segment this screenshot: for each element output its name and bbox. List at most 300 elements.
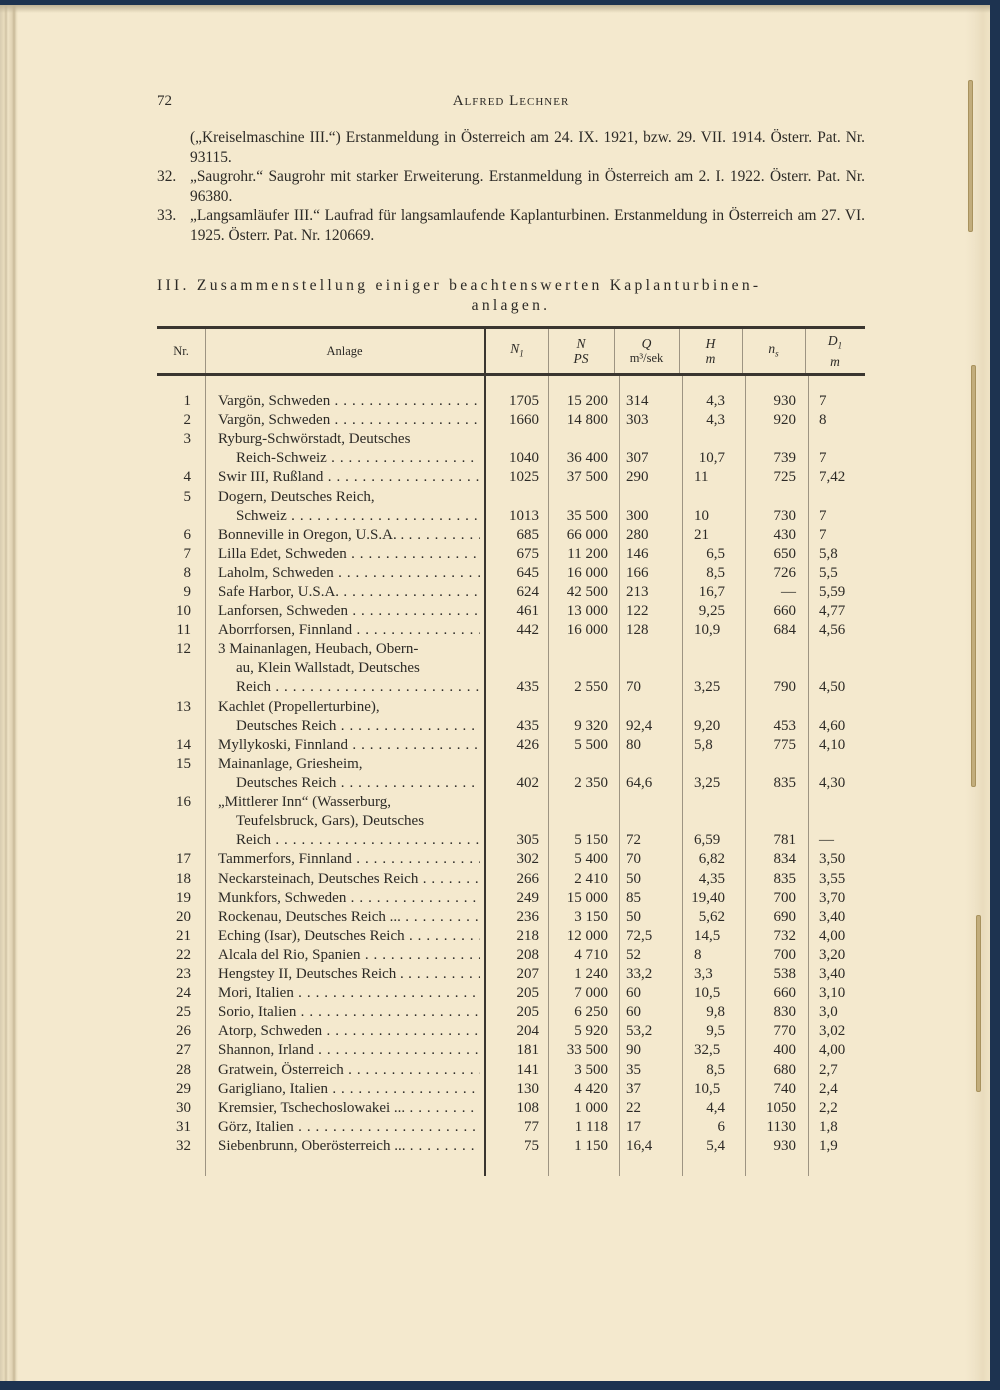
cell-d1: 4,50 <box>819 679 846 696</box>
table-row <box>157 411 865 430</box>
cell-n1: 426 <box>516 736 539 753</box>
cell-h: 8,5 <box>706 1061 725 1078</box>
cell-q: 37 <box>626 1080 641 1097</box>
cell-h: 10,9 <box>694 622 721 639</box>
cell-n-ps: 11 200 <box>567 545 608 562</box>
anlage-line: Alcala del Rio, Spanien . . . <box>218 946 480 965</box>
cell-h: 10 <box>694 507 709 524</box>
running-head: Alfred Lechner <box>452 93 570 109</box>
cell-n-ps: 5 400 <box>574 851 608 868</box>
cell-nr: 7 <box>183 545 191 562</box>
table-row <box>157 1099 865 1118</box>
cell-ns: 430 <box>773 526 796 543</box>
cell-q: 213 <box>626 584 649 600</box>
cell-n1: 75 <box>524 1137 539 1154</box>
anlage-line: Mainanlage, Griesheim, <box>218 755 363 772</box>
cell-d1: — <box>819 832 834 849</box>
table-row <box>157 583 865 602</box>
cell-h: 10,7 <box>698 450 725 467</box>
table-row <box>157 793 865 850</box>
cell-n-ps: 15 000 <box>566 889 608 906</box>
cell-ns: 740 <box>773 1080 796 1097</box>
cell-ns: 684 <box>773 622 796 639</box>
cell-nr: 30 <box>176 1099 191 1116</box>
cell-d1: 3,40 <box>819 966 846 982</box>
cell-d1: 3,20 <box>819 946 846 963</box>
cell-anlage <box>218 526 480 545</box>
cell-q: 85 <box>626 889 641 906</box>
cell-n1: 207 <box>516 966 539 982</box>
cell-anlage <box>218 698 480 736</box>
anlage-line: Reich . . . <box>218 678 480 697</box>
cell-n1: 266 <box>516 870 539 887</box>
table-row <box>157 1118 865 1137</box>
cell-nr: 24 <box>176 985 191 1002</box>
cell-ns: 790 <box>773 679 796 696</box>
cell-nr: 19 <box>176 889 191 906</box>
cell-q: 166 <box>626 564 649 581</box>
cell-ns: 650 <box>773 545 796 562</box>
note-item <box>157 128 865 167</box>
cell-n-ps: 66 000 <box>566 526 608 543</box>
cell-h: 9,5 <box>706 1023 725 1040</box>
cell-nr: 4 <box>183 469 191 486</box>
note-item <box>157 206 865 245</box>
cell-d1: 3,10 <box>819 985 846 1002</box>
cell-nr: 14 <box>176 736 191 753</box>
anlage-line: Görz, Italien . . . <box>218 1118 480 1137</box>
cell-anlage <box>218 602 480 621</box>
cell-h: 4,35 <box>698 870 725 887</box>
cell-h: 5,8 <box>694 736 713 753</box>
cell-h: 6,82 <box>698 851 725 868</box>
cell-n-ps: 2 410 <box>574 870 608 887</box>
cell-nr: 5 <box>183 488 191 505</box>
cell-n-ps: 5 500 <box>574 736 608 753</box>
anlage-line: Schweiz . . . <box>218 507 480 526</box>
cell-ns: 781 <box>773 832 796 849</box>
table-row <box>157 468 865 487</box>
anlage-line: au, Klein Wallstadt, Deutsches <box>236 660 420 677</box>
cell-n1: 1013 <box>509 507 539 524</box>
cell-nr: 18 <box>176 870 191 887</box>
cell-n1: 181 <box>516 1042 539 1059</box>
cell-ns: 660 <box>773 985 796 1002</box>
anlage-line: Sorio, Italien . . . <box>218 1003 480 1022</box>
table-row <box>157 1137 865 1156</box>
cell-ns: 730 <box>773 507 796 524</box>
cell-h: 21 <box>694 526 709 543</box>
header-q: Q m³/sek <box>629 336 664 365</box>
cell-q: 17 <box>626 1118 641 1135</box>
cell-nr: 21 <box>176 927 191 944</box>
table-row <box>157 430 865 468</box>
cell-d1: 7 <box>819 393 827 409</box>
cell-d1: 4,00 <box>819 1042 846 1059</box>
header-anlage: Anlage <box>326 343 363 358</box>
cell-h: 4,3 <box>706 412 725 429</box>
table-title-line-1: III. Zusammenstellung einiger beachtenswerten Kaplanturbinen- <box>157 277 762 294</box>
cell-nr: 1 <box>183 393 191 409</box>
cell-n-ps: 3 150 <box>574 908 608 925</box>
header-d1: $D_1$ m <box>827 333 843 369</box>
cell-d1: 7 <box>819 450 827 467</box>
anlage-line: Neckarsteinach, Deutsches Reich . . . <box>218 870 480 889</box>
cell-q: 50 <box>626 908 641 925</box>
anlage-line: Shannon, Irland . . . <box>218 1041 480 1060</box>
cell-n-ps: 13 000 <box>566 603 608 620</box>
note-item <box>157 167 865 206</box>
cell-n-ps: 16 000 <box>566 622 608 639</box>
cell-n-ps: 5 920 <box>574 1023 608 1040</box>
cell-d1: 3,70 <box>819 889 846 906</box>
cell-d1: 5,5 <box>819 564 838 581</box>
cell-q: 70 <box>626 851 641 868</box>
table-row <box>157 392 865 411</box>
cell-h: 9,8 <box>706 1004 725 1021</box>
table-row <box>157 1041 865 1060</box>
cell-h: 9,20 <box>694 717 721 734</box>
cell-d1: 1,9 <box>819 1137 838 1154</box>
anlage-line: Ryburg-Schwörstadt, Deutsches <box>218 431 411 448</box>
anlage-line: Bonneville in Oregon, U.S.A. . . . . <box>218 526 480 545</box>
anlage-line: „Mittlerer Inn“ (Wasserburg, <box>218 794 392 811</box>
anlage-line: Munkfors, Schweden . . . <box>218 889 480 908</box>
anlage-line: Teufelsbruck, Gars), Deutsches <box>236 813 425 830</box>
anlage-line: Mori, Italien . . . <box>218 984 480 1003</box>
cell-d1: 3,0 <box>819 1004 838 1021</box>
cell-q: 307 <box>626 450 649 467</box>
cell-d1: 4,30 <box>819 774 846 791</box>
table-row <box>157 946 865 965</box>
cell-anlage <box>218 736 480 755</box>
cell-n-ps: 33 500 <box>566 1042 608 1059</box>
cell-d1: 3,50 <box>819 851 846 868</box>
cell-h: 5,62 <box>698 908 725 925</box>
cell-anlage <box>218 850 480 869</box>
table-row <box>157 1003 865 1022</box>
cell-h: 32,5 <box>694 1042 721 1059</box>
cell-anlage <box>218 1041 480 1060</box>
cell-q: 80 <box>626 736 641 753</box>
anlage-line: Lilla Edet, Schweden . . . <box>218 545 480 564</box>
header-n-ps: N PS <box>573 336 589 366</box>
cell-nr: 9 <box>183 584 191 600</box>
cell-ns: 726 <box>773 564 796 581</box>
cell-anlage <box>218 583 480 602</box>
table-row <box>157 1080 865 1099</box>
cell-ns: 1050 <box>766 1099 796 1116</box>
cell-q: 72,5 <box>626 927 653 944</box>
anlage-line: Gratwein, Österreich . . . <box>218 1061 480 1080</box>
cell-q: 22 <box>626 1099 641 1116</box>
header-h: H m <box>705 336 716 366</box>
cell-n-ps: 37 500 <box>566 469 608 486</box>
cell-h: 3,25 <box>694 774 721 791</box>
cell-anlage <box>218 1080 480 1099</box>
anlage-line: Siebenbrunn, Oberösterreich ... . . . <box>218 1137 480 1156</box>
cell-nr: 29 <box>176 1080 191 1097</box>
cell-d1: 3,40 <box>819 908 846 925</box>
anlage-line: Laholm, Schweden . . . <box>218 564 480 583</box>
cell-h: 3,3 <box>694 966 713 982</box>
cell-ns: 680 <box>773 1061 796 1078</box>
cell-nr: 8 <box>183 564 191 581</box>
cell-nr: 27 <box>176 1042 191 1059</box>
cell-nr: 23 <box>176 966 191 982</box>
cell-d1: 7 <box>819 507 827 524</box>
cell-anlage <box>218 1137 480 1156</box>
cell-d1: 2,7 <box>819 1061 838 1078</box>
cell-n1: 442 <box>516 622 539 639</box>
anlage-line: Hengstey II, Deutsches Reich . . . . <box>218 965 480 984</box>
cell-n-ps: 12 000 <box>566 927 608 944</box>
cell-n-ps: 4 420 <box>574 1080 608 1097</box>
anlage-line: Eching (Isar), Deutsches Reich . . . <box>218 927 480 946</box>
kaplan-turbine-table <box>157 326 865 1176</box>
cell-n1: 1660 <box>509 412 539 429</box>
table-row <box>157 984 865 1003</box>
cell-anlage <box>218 640 480 697</box>
cell-n-ps: 15 200 <box>566 393 608 409</box>
cell-n-ps: 4 710 <box>574 946 608 963</box>
cell-q: 146 <box>626 545 649 562</box>
anlage-line: 3 Mainanlagen, Heubach, Obern- <box>218 641 419 658</box>
cell-q: 60 <box>626 985 641 1002</box>
cell-q: 300 <box>626 507 649 524</box>
cell-ns: 700 <box>773 889 796 906</box>
cell-ns: 835 <box>773 870 796 887</box>
cell-q: 92,4 <box>626 717 653 734</box>
cell-ns: 930 <box>773 1137 796 1154</box>
cell-d1: 4,60 <box>819 717 846 734</box>
cell-h: 10,5 <box>694 1080 721 1097</box>
cell-ns: 739 <box>773 450 796 467</box>
cell-ns: 1130 <box>766 1118 796 1135</box>
cell-nr: 10 <box>176 603 191 620</box>
cell-nr: 17 <box>176 851 191 868</box>
table-row <box>157 698 865 736</box>
cell-n1: 236 <box>516 908 539 925</box>
anlage-line: Deutsches Reich . . . <box>218 717 480 736</box>
page-header <box>157 93 865 113</box>
cell-q: 72 <box>626 832 641 849</box>
cell-nr: 6 <box>183 526 191 543</box>
table-row <box>157 755 865 793</box>
page-tab-marker <box>968 80 973 232</box>
cell-n-ps: 42 500 <box>566 584 608 600</box>
patent-notes <box>157 128 865 246</box>
cell-d1: 7,42 <box>819 469 846 486</box>
cell-h: 8,5 <box>706 564 725 581</box>
cell-d1: 7 <box>819 526 827 543</box>
cell-anlage <box>218 1099 480 1118</box>
page-top-shadow <box>0 5 990 13</box>
cell-ns: 930 <box>773 393 796 409</box>
anlage-line: Lanforsen, Schweden . . . <box>218 602 480 621</box>
table-title-line-2: anlagen. <box>471 297 551 314</box>
anlage-line: Tammerfors, Finnland . . . <box>218 850 480 869</box>
cell-n-ps: 1 150 <box>574 1137 608 1154</box>
cell-n-ps: 9 320 <box>574 717 608 734</box>
cell-d1: 1,8 <box>819 1118 838 1135</box>
cell-h: 3,25 <box>694 679 721 696</box>
table-row <box>157 850 865 869</box>
cell-h: 19,40 <box>691 889 725 906</box>
cell-n1: 685 <box>516 526 539 543</box>
anlage-line: Safe Harbor, U.S.A. . . . <box>218 583 480 602</box>
cell-n-ps: 1 240 <box>574 966 608 982</box>
cell-n1: 624 <box>516 584 539 600</box>
cell-n-ps: 36 400 <box>566 450 608 467</box>
cell-n-ps: 2 550 <box>574 679 608 696</box>
cell-anlage <box>218 755 480 793</box>
table-row <box>157 927 865 946</box>
cell-anlage <box>218 564 480 583</box>
cell-ns: — <box>781 584 796 600</box>
cell-n-ps: 14 800 <box>566 412 608 429</box>
table-row <box>157 488 865 526</box>
cell-n-ps: 3 500 <box>574 1061 608 1078</box>
cell-q: 16,4 <box>626 1137 653 1154</box>
anlage-line: Atorp, Schweden . . . <box>218 1022 480 1041</box>
cell-h: 4,4 <box>706 1099 725 1116</box>
note-text: „Saugrohr.“ Saugrohr mit starker Erweiterung. Erstanmeldung in Österreich am 2. I. 1922. Österr. Pat. Nr. 96380. <box>190 168 865 205</box>
cell-anlage <box>218 392 480 411</box>
cell-ns: 770 <box>773 1023 796 1040</box>
cell-n-ps: 6 250 <box>574 1004 608 1021</box>
cell-n1: 675 <box>516 545 539 562</box>
cell-h: 16,7 <box>698 584 725 600</box>
cell-n-ps: 1 118 <box>574 1118 608 1135</box>
cell-nr: 3 <box>183 431 191 448</box>
cell-h: 4,3 <box>706 393 725 409</box>
header-nr: Nr. <box>173 343 189 358</box>
cell-ns: 453 <box>773 717 796 734</box>
cell-anlage <box>218 1003 480 1022</box>
cell-q: 52 <box>626 946 641 963</box>
table-row <box>157 889 865 908</box>
cell-d1: 3,55 <box>819 870 846 887</box>
cell-anlage <box>218 946 480 965</box>
cell-nr: 22 <box>176 946 191 963</box>
cell-q: 50 <box>626 870 641 887</box>
cell-nr: 13 <box>176 698 191 715</box>
cell-anlage <box>218 1061 480 1080</box>
cell-ns: 775 <box>773 736 796 753</box>
table-row <box>157 736 865 755</box>
cell-q: 122 <box>626 603 649 620</box>
table-top-rule <box>157 326 865 329</box>
cell-ns: 690 <box>773 908 796 925</box>
cell-q: 314 <box>626 393 649 409</box>
cell-n1: 208 <box>516 946 539 963</box>
cell-n1: 1040 <box>509 450 539 467</box>
cell-ns: 725 <box>773 469 796 486</box>
table-row <box>157 908 865 927</box>
cell-h: 8 <box>694 946 702 963</box>
cell-nr: 20 <box>176 908 191 925</box>
table-row <box>157 1022 865 1041</box>
anlage-line: Dogern, Deutsches Reich, <box>218 488 375 505</box>
cell-n1: 302 <box>516 851 539 868</box>
cell-anlage <box>218 927 480 946</box>
cell-d1: 5,59 <box>819 584 846 600</box>
cell-anlage <box>218 468 480 487</box>
cell-n1: 402 <box>516 774 539 791</box>
cell-ns: 538 <box>773 966 796 982</box>
cell-n1: 435 <box>516 717 539 734</box>
anlage-line: Vargön, Schweden . . . <box>218 411 480 430</box>
page-stack-edge-left <box>0 5 18 1381</box>
page-number: 72 <box>157 93 172 109</box>
cell-ns: 834 <box>773 851 796 868</box>
anlage-line: Aborrforsen, Finnland . . . <box>218 621 480 640</box>
cell-anlage <box>218 1118 480 1137</box>
cell-q: 290 <box>626 469 649 486</box>
note-text: „Langsamläufer III.“ Laufrad für langsamlaufende Kaplanturbinen. Erstanmeldung in Österreich am 27. VI. 1925. Österr. Pat. Nr. 120669. <box>190 207 865 244</box>
cell-n1: 305 <box>516 832 539 849</box>
cell-n1: 204 <box>516 1023 539 1040</box>
table-title <box>157 276 865 316</box>
cell-h: 9,25 <box>698 603 725 620</box>
table-row <box>157 545 865 564</box>
cell-n-ps: 1 000 <box>574 1099 608 1116</box>
cell-n-ps: 7 000 <box>574 985 608 1002</box>
anlage-line: Garigliano, Italien . . . <box>218 1080 480 1099</box>
note-number: 33. <box>157 207 177 225</box>
table-row <box>157 621 865 640</box>
cell-n1: 141 <box>516 1061 539 1078</box>
cell-nr: 32 <box>176 1137 191 1154</box>
cell-anlage <box>218 984 480 1003</box>
cell-n-ps: 5 150 <box>574 832 608 849</box>
anlage-line: Kremsier, Tschechoslowakei ... . . . <box>218 1099 480 1118</box>
cell-nr: 11 <box>176 622 191 639</box>
cell-nr: 28 <box>176 1061 191 1078</box>
cell-ns: 835 <box>773 774 796 791</box>
cell-anlage <box>218 889 480 908</box>
cell-n-ps: 2 350 <box>574 774 608 791</box>
cell-n1: 645 <box>516 564 539 581</box>
cell-d1: 3,02 <box>819 1023 846 1040</box>
cell-d1: 2,2 <box>819 1099 838 1116</box>
cell-ns: 400 <box>773 1042 796 1059</box>
table-header-rule <box>157 373 865 376</box>
cell-nr: 16 <box>176 794 191 811</box>
cell-n1: 435 <box>516 679 539 696</box>
cell-n-ps: 35 500 <box>566 507 608 524</box>
cell-anlage <box>218 621 480 640</box>
cell-q: 303 <box>626 412 649 429</box>
cell-anlage <box>218 430 480 468</box>
table-row <box>157 965 865 984</box>
cell-h: 6,59 <box>694 832 721 849</box>
cell-q: 90 <box>626 1042 641 1059</box>
table-row <box>157 640 865 697</box>
cell-ns: 732 <box>773 927 796 944</box>
anlage-line: Vargön, Schweden . . . <box>218 392 480 411</box>
cell-nr: 12 <box>176 641 191 658</box>
cell-q: 64,6 <box>626 774 653 791</box>
cell-d1: 2,4 <box>819 1080 838 1097</box>
page-tab-marker <box>971 365 976 787</box>
anlage-line: Kachlet (Propellerturbine), <box>218 698 380 715</box>
anlage-line: Reich-Schweiz . . . <box>218 449 480 468</box>
cell-n1: 1705 <box>509 393 539 409</box>
table-row <box>157 526 865 545</box>
cell-q: 280 <box>626 526 649 543</box>
